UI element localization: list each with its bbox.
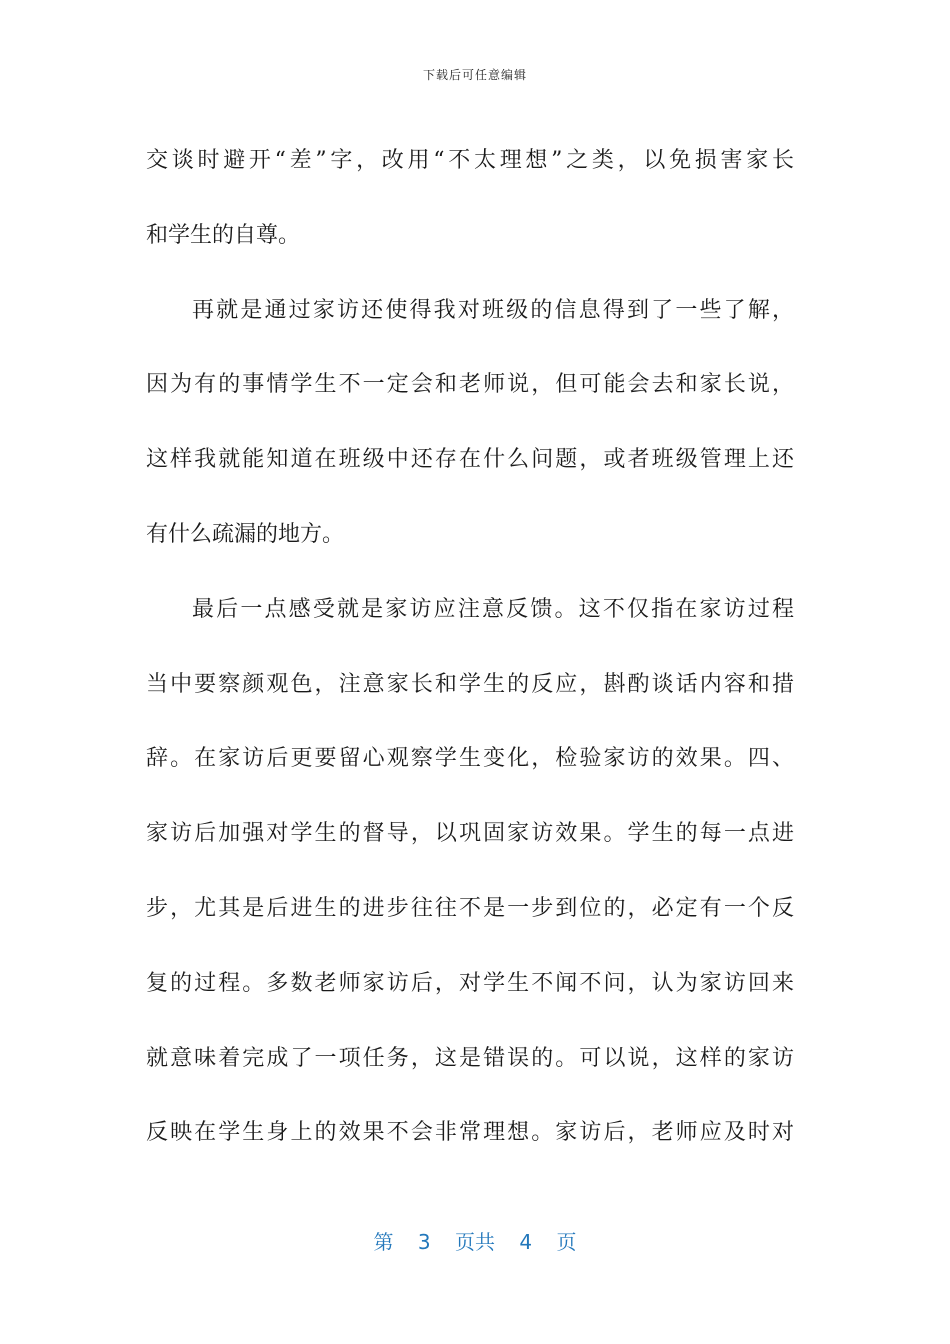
paragraph-line: 因为有的事情学生不一定会和老师说，但可能会去和家长说， (146, 372, 794, 398)
current-page-number: 3 (417, 1230, 431, 1254)
paragraph-line: 复的过程。多数老师家访后，对学生不闻不问，认为家访回来 (146, 970, 794, 996)
paragraph-line: 最后一点感受就是家访应注意反馈。这不仅指在家访过程 (192, 596, 794, 622)
page-label-suffix: 页 (556, 1230, 577, 1254)
document-body (146, 124, 794, 1171)
paragraph-line: 和学生的自尊。 (146, 222, 301, 248)
paragraph-line: 家访后加强对学生的督导，以巩固家访效果。学生的每一点进 (146, 821, 794, 847)
page-footer (0, 1226, 950, 1255)
paragraph-line: 辞。在家访后更要留心观察学生变化，检验家访的效果。四、 (146, 746, 794, 772)
paragraph-line: 有什么疏漏的地方。 (146, 521, 345, 547)
paragraph-line: 反映在学生身上的效果不会非常理想。家访后，老师应及时对 (146, 1120, 794, 1146)
paragraph-line: 这样我就能知道在班级中还存在什么问题，或者班级管理上还 (146, 447, 794, 473)
paragraph-line: 就意味着完成了一项任务，这是错误的。可以说，这样的家访 (146, 1045, 794, 1071)
page-label-mid: 页共 (455, 1230, 495, 1254)
paragraph-line: 交谈时避开“差”字，改用“不太理想”之类，以免损害家长 (146, 148, 794, 173)
paragraph-line: 再就是通过家访还使得我对班级的信息得到了一些了解， (192, 297, 794, 323)
paragraph-line: 当中要察颜观色，注意家长和学生的反应，斟酌谈话内容和措 (146, 671, 794, 697)
paragraph-line: 步，尤其是后进生的进步往往不是一步到位的，必定有一个反 (146, 895, 794, 921)
total-pages-number: 4 (519, 1230, 533, 1254)
page-header: 下载后可任意编辑 (422, 68, 527, 82)
page-label-prefix: 第 (373, 1230, 394, 1254)
